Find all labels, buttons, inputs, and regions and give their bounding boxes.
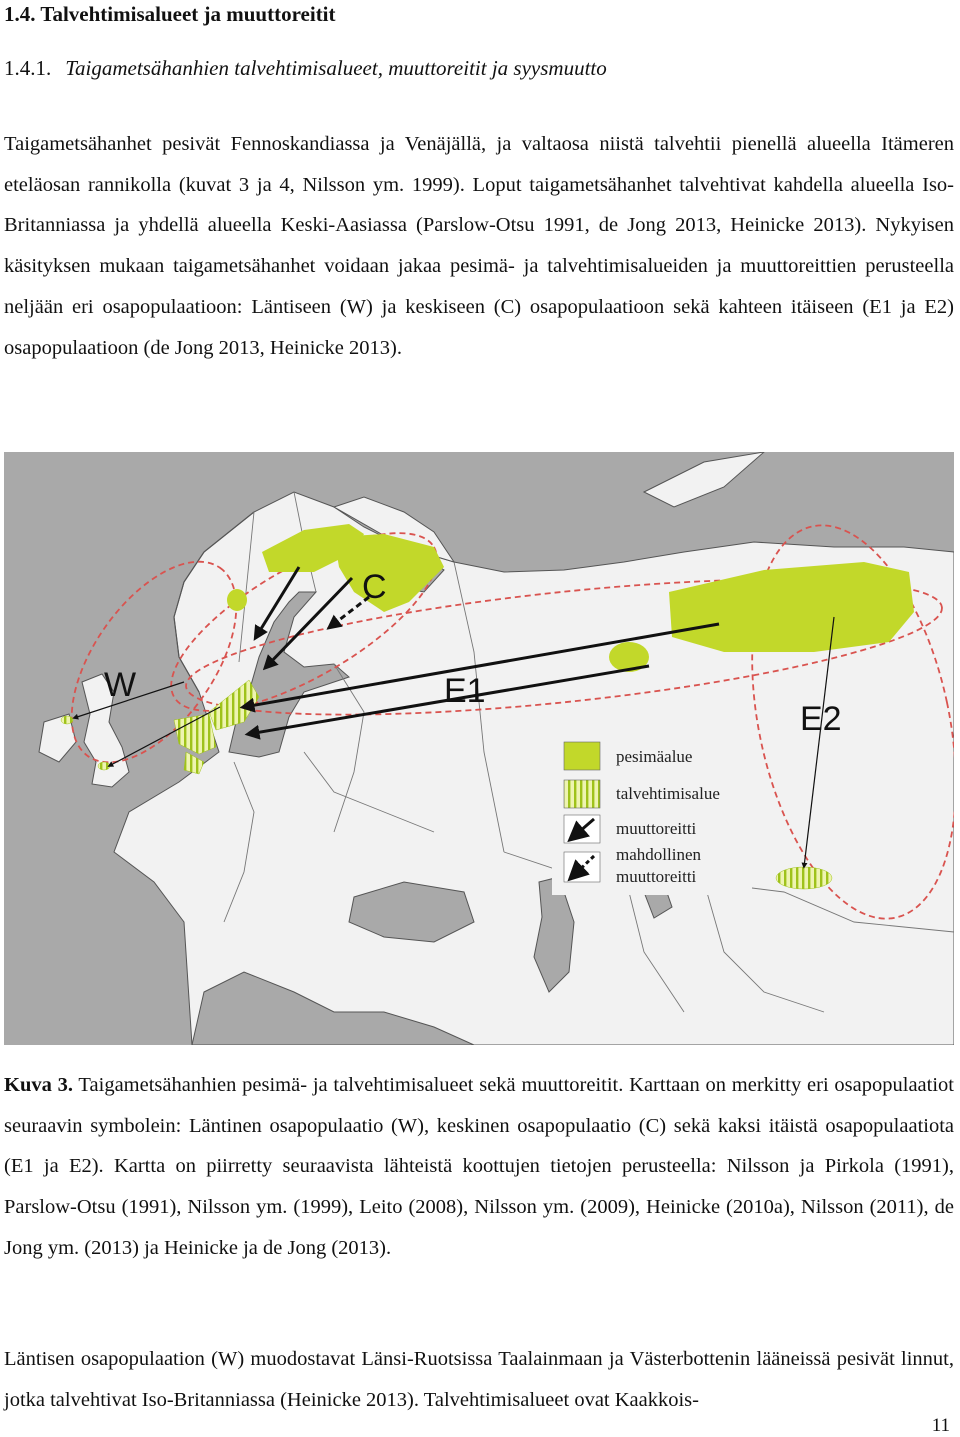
migration-map (4, 452, 954, 1045)
body-paragraph-2: Läntisen osapopulaation (W) muodostavat Länsi-Ruotsissa Taalainmaan ja Västerbottenin lääneissä pesivät linnut, jotka talvehtivat Iso-Britanniassa (Heinicke 2013). Talvehtimisalueet ovat Kaakkois- (4, 1348, 954, 1411)
wintering-uk-north (61, 716, 73, 724)
wintering-uk-south (98, 762, 110, 770)
wintering-central-asia (776, 867, 832, 889)
legend-label-possible-2: muuttoreitti (616, 867, 697, 886)
subsection-number: 1.4.1. (4, 56, 52, 80)
legend-swatch-breeding (564, 742, 600, 770)
legend-label-wintering: talvehtimisalue (616, 784, 720, 803)
legend-label-route: muuttoreitti (616, 819, 697, 838)
body-paragraph-1: Taigametsähanhet pesivät Fennoskandiassa ja Venäjällä, ja valtaosa niistä talvehtii pienellä alueella Itämeren eteläosan rannikolla (kuvat 3 ja 4, Nilsson ym. 1999). Loput taigametsähanhet talvehtivat kahdella alueella Iso-Britanniassa ja yhdellä alueella Keski-Aasiassa (Parslow-Otsu 1991, de Jong 2013, Heinicke 2013). Nykyisen käsityksen mukaan taigametsähanhet voidaan jakaa pesimä- ja talvehtimisalueiden ja muuttoreittien perusteella neljään eri osapopulaatioon: Läntiseen (W) ja keskiseen (C) osapopulaatioon sekä kahteen itäiseen (E1 ja E2) osapopulaatioon (de Jong 2013, Heinicke 2013). (4, 133, 954, 359)
figure-caption (4, 1065, 954, 1269)
caption-label: Kuva 3. (4, 1074, 74, 1096)
legend-label-breeding: pesimäalue (616, 747, 693, 766)
breeding-sweden-patch (227, 589, 247, 611)
migration-map-figure (4, 452, 954, 1045)
legend-label-possible-1: mahdollinen (616, 845, 701, 864)
label-e2: E2 (800, 700, 842, 738)
label-c: C (362, 568, 387, 606)
page-number: 11 (931, 1415, 950, 1436)
section-heading: 1.4. Talvehtimisalueet ja muuttoreitit (4, 2, 336, 26)
label-e1: E1 (444, 672, 486, 710)
caption-text: Taigametsähanhien pesimä- ja talvehtimisalueet sekä muuttoreitit. Karttaan on merkitty eri osapopulaatiot seuraavin symbolein: Läntinen osapopulaatio (W), keskinen osapopulaatio (C) sekä kaksi itäistä osapopulaatiota (E1 ja E2). Kartta on piirretty seuraavista lähteistä koottujen tietojen perusteella: Nilsson ja Pirkola (1991), Parslow-Otsu (1991), Nilsson ym. (1999), Leito (2008), Nilsson ym. (2009), Heinicke (2010a), Nilsson (2011), de Jong ym. (2013) ja Heinicke ja de Jong (2013). (4, 1074, 954, 1259)
subsection-title: Taigametsähanhien talvehtimisalueet, muuttoreitit ja syysmuutto (65, 56, 607, 80)
map-legend (552, 730, 752, 895)
subsection-heading (4, 56, 607, 81)
label-w: W (104, 666, 137, 704)
legend-swatch-wintering (564, 780, 600, 808)
